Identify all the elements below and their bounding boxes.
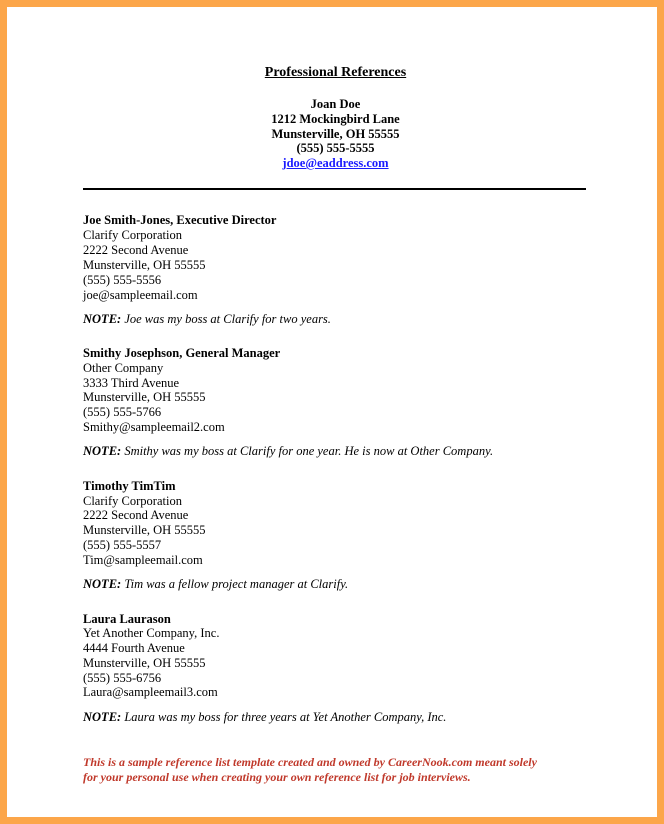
applicant-city: Munsterville, OH 55555 — [271, 127, 400, 141]
reference-email: joe@sampleemail.com — [83, 288, 198, 302]
reference-phone: (555) 555-6756 — [83, 671, 162, 685]
note-text: Tim was a fellow project manager at Clarify. — [124, 577, 349, 591]
reference-note — [83, 444, 493, 459]
reference-note — [83, 710, 446, 725]
reference-email: Tim@sampleemail.com — [83, 553, 203, 567]
note-label: NOTE: — [83, 444, 122, 458]
reference-name: Laura Laurason — [83, 612, 171, 626]
applicant-name: Joan Doe — [310, 97, 361, 111]
reference-street: 3333 Third Avenue — [83, 376, 180, 390]
disclaimer-line: This is a sample reference list template created and owned by CareerNook.com meant solely — [83, 755, 537, 769]
reference-name: Smithy Josephson, General Manager — [83, 346, 281, 360]
reference-email: Laura@sampleemail3.com — [83, 685, 218, 699]
document-title: Professional References — [264, 65, 407, 80]
note-text: Laura was my boss for three years at Yet Another Company, Inc. — [124, 710, 447, 724]
reference-company: Yet Another Company, Inc. — [83, 626, 220, 640]
disclaimer-line: for your personal use when creating your own reference list for job interviews. — [83, 770, 471, 784]
applicant-phone: (555) 555-5555 — [296, 141, 375, 155]
note-text: Joe was my boss at Clarify for two years. — [124, 312, 331, 326]
applicant-street: 1212 Mockingbird Lane — [271, 112, 400, 126]
reference-phone: (555) 555-5556 — [83, 273, 162, 287]
reference-street: 2222 Second Avenue — [83, 508, 189, 522]
reference-phone: (555) 555-5557 — [83, 538, 162, 552]
applicant-email-link[interactable]: jdoe@eaddress.com — [282, 156, 389, 170]
reference-city: Munsterville, OH 55555 — [83, 258, 206, 272]
reference-company: Clarify Corporation — [83, 228, 182, 242]
reference-city: Munsterville, OH 55555 — [83, 390, 206, 404]
reference-city: Munsterville, OH 55555 — [83, 656, 206, 670]
reference-name: Joe Smith-Jones, Executive Director — [83, 213, 277, 227]
reference-note — [83, 577, 348, 592]
note-text: Smithy was my boss at Clarify for one year. He is now at Other Company. — [124, 444, 494, 458]
reference-company: Clarify Corporation — [83, 494, 182, 508]
reference-email: Smithy@sampleemail2.com — [83, 420, 225, 434]
reference-street: 4444 Fourth Avenue — [83, 641, 185, 655]
reference-phone: (555) 555-5766 — [83, 405, 162, 419]
reference-note — [83, 312, 331, 327]
reference-name: Timothy TimTim — [83, 479, 176, 493]
reference-company: Other Company — [83, 361, 164, 375]
note-label: NOTE: — [83, 312, 122, 326]
reference-city: Munsterville, OH 55555 — [83, 523, 206, 537]
note-label: NOTE: — [83, 577, 122, 591]
note-label: NOTE: — [83, 710, 122, 724]
reference-street: 2222 Second Avenue — [83, 243, 189, 257]
template-disclaimer — [83, 755, 588, 785]
header-divider — [83, 188, 586, 190]
